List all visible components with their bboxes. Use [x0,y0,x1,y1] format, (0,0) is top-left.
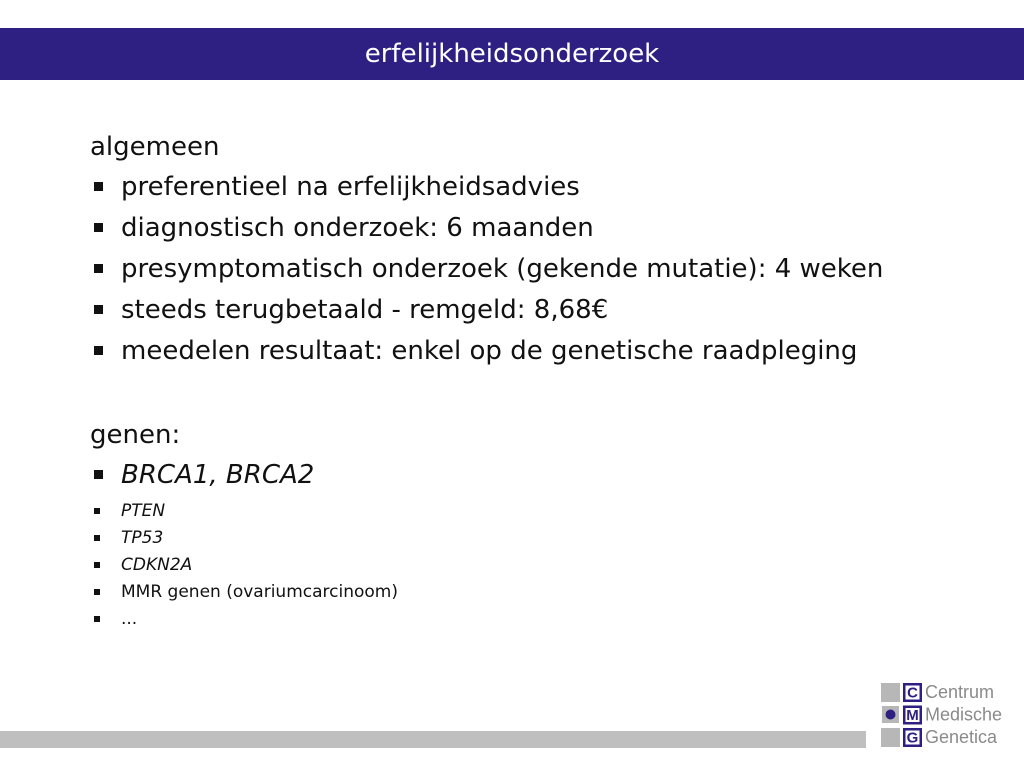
genes-main-item [90,454,398,495]
general-item-text: meedelen resultaat: enkel op de genetische raadpleging [121,335,858,366]
genes-main-list [90,454,398,495]
general-heading: algemeen [90,132,220,162]
logo-word: Centrum [925,682,995,702]
square-bullet-icon [94,264,103,273]
general-item [90,289,883,330]
general-item-text: preferentieel na erfelijkheidsadvies [121,171,580,202]
genes-main-item-text: BRCA1, BRCA2 [121,459,315,490]
gene-item-text: TP53 [121,527,164,548]
gene-item-text: ... [121,608,138,629]
cmg-logo-icon [880,682,1010,750]
general-section [90,134,883,371]
gene-item [90,551,398,578]
gene-item [90,605,398,632]
square-bullet-icon [94,562,100,568]
general-item [90,330,883,371]
general-list [90,166,883,371]
general-item [90,166,883,207]
square-bullet-icon [94,346,103,355]
square-bullet-icon [94,508,100,514]
gene-item-text: CDKN2A [121,554,193,575]
square-bullet-icon [94,535,100,541]
logo-word: Medische [925,704,1003,725]
genes-heading: genen: [90,420,181,450]
footer-bar [0,731,866,748]
logo-letter: G [906,729,919,747]
logo-word: Genetica [925,727,998,747]
genes-list [90,497,398,632]
gene-item [90,524,398,551]
square-bullet-icon [94,223,103,232]
cmg-logo-svg [880,682,1010,750]
general-item [90,207,883,248]
square-bullet-icon [94,589,100,595]
logo-letter: C [907,684,918,702]
logo-dot [886,710,896,720]
square-bullet-icon [94,616,100,622]
square-bullet-icon [94,470,103,479]
gene-item-text: MMR genen (ovariumcarcinoom) [121,581,398,602]
square-bullet-icon [94,305,103,314]
logo-grey-square [881,728,900,747]
gene-item-text: PTEN [121,500,166,521]
gene-item [90,497,398,524]
genes-section [90,422,398,632]
square-bullet-icon [94,182,103,191]
general-item-text: diagnostisch onderzoek: 6 maanden [121,212,594,243]
slide-title: erfelijkheidsonderzoek [364,39,660,69]
gene-item [90,578,398,605]
logo-letter: M [906,707,919,724]
general-item-text: presymptomatisch onderzoek (gekende mutatie): 4 weken [121,253,884,284]
title-bar [0,28,1024,80]
general-item [90,248,883,289]
logo-grey-square [881,683,900,702]
general-item-text: steeds terugbetaald - remgeld: 8,68€ [121,294,609,325]
